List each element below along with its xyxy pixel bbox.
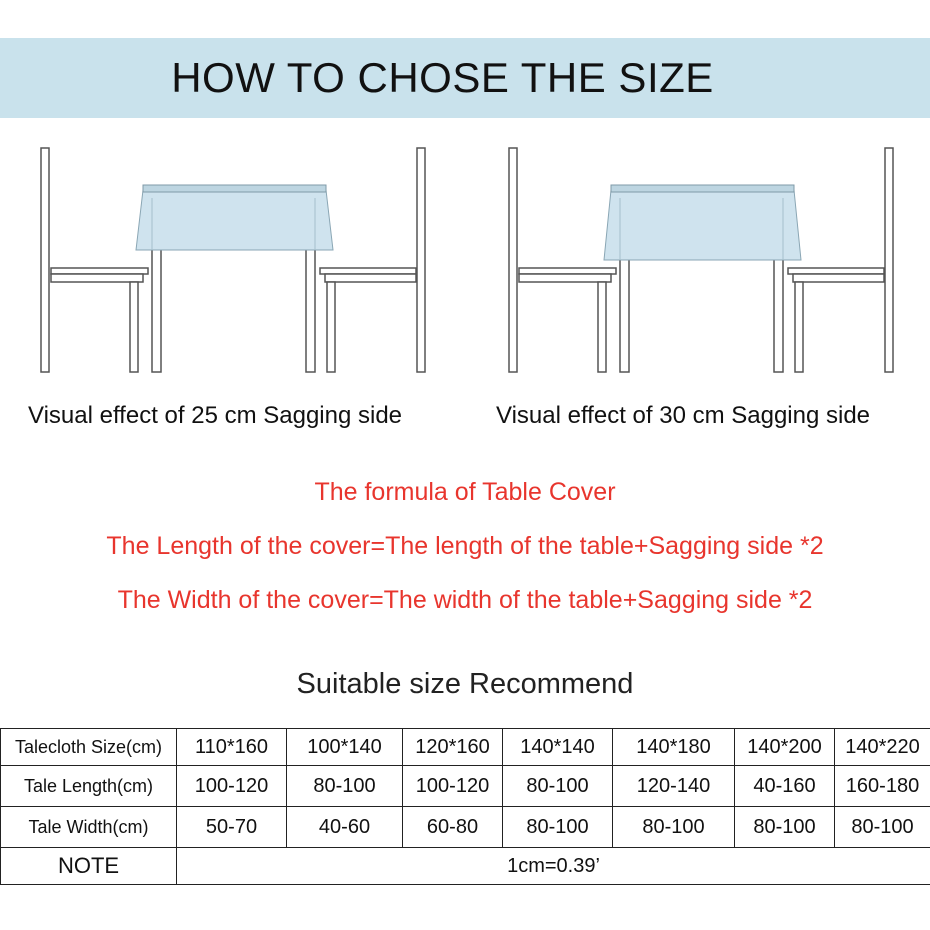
table-cell: 80-100: [613, 807, 735, 848]
table-row: [1, 848, 930, 885]
header-banner: [0, 38, 930, 118]
table-with-chairs-drawing: [30, 140, 440, 380]
table-illustration-30cm: [498, 140, 908, 380]
table-cell: 80-100: [735, 807, 835, 848]
row-label: Tale Width(cm): [1, 807, 177, 848]
table-cell: 140*180: [613, 729, 735, 766]
table-cell: 40-60: [287, 807, 403, 848]
size-recommend-table: [0, 728, 930, 885]
table-cell: 50-70: [177, 807, 287, 848]
table-cell: 80-100: [287, 766, 403, 807]
table-illustration-25cm: [30, 140, 440, 380]
page-title: HOW TO CHOSE THE SIZE: [171, 54, 714, 101]
table-cell: 100*140: [287, 729, 403, 766]
table-row: [1, 766, 930, 807]
table-cell: 100-120: [403, 766, 503, 807]
table-row: [1, 729, 930, 766]
table-cell: 120*160: [403, 729, 503, 766]
table-cell: 140*140: [503, 729, 613, 766]
note-value: 1cm=0.39’: [177, 848, 930, 885]
table-cell: 60-80: [403, 807, 503, 848]
row-label: Talecloth Size(cm): [1, 729, 177, 766]
table-cell: 160-180: [835, 766, 930, 807]
table-cell: 80-100: [835, 807, 930, 848]
table-row: [1, 807, 930, 848]
table-cell: 110*160: [177, 729, 287, 766]
note-label: NOTE: [1, 848, 177, 885]
table-cell: 140*200: [735, 729, 835, 766]
row-label: Tale Length(cm): [1, 766, 177, 807]
table-cell: 80-100: [503, 766, 613, 807]
table-cell: 40-160: [735, 766, 835, 807]
caption-25cm: Visual effect of 25 cm Sagging side: [28, 402, 403, 429]
recommend-title: Suitable size Recommend: [296, 668, 634, 700]
table-cell: 80-100: [503, 807, 613, 848]
formula-width: The Width of the cover=The width of the table+Sagging side *2: [117, 586, 813, 614]
caption-30cm: Visual effect of 30 cm Sagging side: [496, 402, 871, 429]
table-cell: 100-120: [177, 766, 287, 807]
formula-title: The formula of Table Cover: [314, 478, 616, 506]
table-with-chairs-drawing: [498, 140, 908, 380]
table-cell: 120-140: [613, 766, 735, 807]
table-cell: 140*220: [835, 729, 930, 766]
formula-length: The Length of the cover=The length of the table+Sagging side *2: [106, 532, 824, 560]
